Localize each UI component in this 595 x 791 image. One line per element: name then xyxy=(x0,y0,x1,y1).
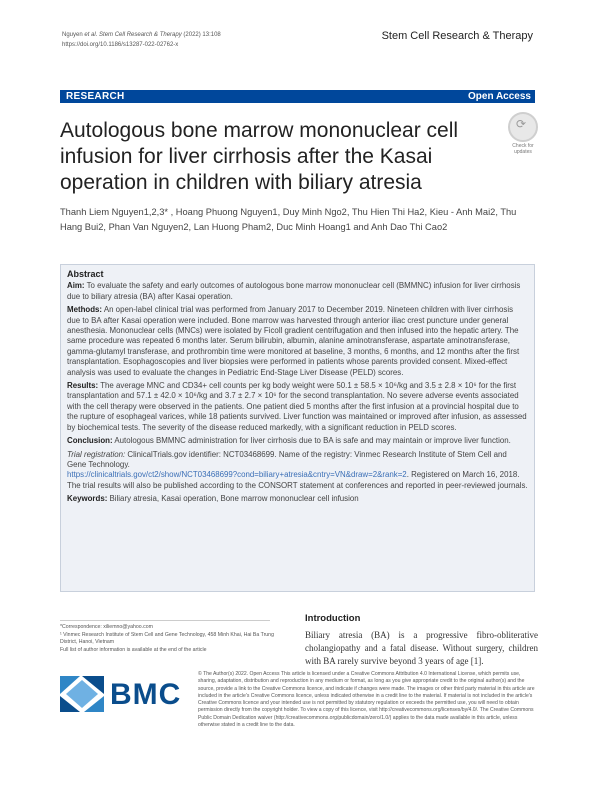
citation-journal: et al. Stem Cell Research & Therapy xyxy=(82,32,182,38)
abstract-box xyxy=(60,264,535,592)
author-list: Thanh Liem Nguyen1,2,3* , Hoang Phuong Nguyen1, Duy Minh Ngo2, Thu Hien Thi Ha2, Kieu - Anh Mai2, Thu Hang Bui2, Phan Van Nguyen2, Lan Huong Pham2, Duc Minh Hoang1 and Anh Dao Thi Cao2 xyxy=(60,207,517,232)
abstract-trial: Trial registration: ClinicalTrials.gov identifier: NCT03468699. Name of the registry: Vinmec Research Institute of Stem Cell and Gene Technology. https://clinicaltrials.gov/ct2/show/NCT03468699?cond=biliary+atresia&cntry=VN&draw=2&rank=2. Registered on March 16, 2018. The trial results will also be published according to the CONSORT statement at conferences and reported in peer-reviewed journals. xyxy=(67,449,528,490)
trial-link[interactable]: https://clinicaltrials.gov/ct2/show/NCT03468699?cond=biliary+atresia&cntry=VN&draw=2&rank=2 xyxy=(67,470,407,480)
article-type-banner xyxy=(60,90,535,103)
citation-doi[interactable]: https://doi.org/10.1186/s13287-022-02762-x xyxy=(62,42,179,48)
article-title: Autologous bone marrow mononuclear cell infusion for liver cirrhosis after the Kasai operation in children with biliary atresia xyxy=(60,119,459,194)
correspondence-footnote xyxy=(60,624,285,654)
check-for-updates-button[interactable] xyxy=(507,112,539,155)
abstract-heading: Abstract xyxy=(67,269,104,279)
affiliation: ¹ Vinmec Research Institute of Stem Cell and Gene Technology, 458 Minh Khai, Hai Ba Trung District, Hanoi, Vietnam xyxy=(60,631,274,645)
bmc-logo-icon xyxy=(60,676,104,712)
introduction-text: Biliary atresia (BA) is a progressive fibro-obliterative cholangiopathy and a fatal disease. Without surgery, children with BA rarely survive beyond 3 years of age [1]. xyxy=(305,630,538,666)
abstract-keywords: Keywords: Biliary atresia, Kasai operation, Bone marrow mononuclear cell infusion xyxy=(67,494,359,504)
license-text: © The Author(s) 2022. Open Access This article is licensed under a Creative Commons Attribution 4.0 International License, which permits use, sharing, adaptation, distribution and reproduction in any medium or format, as long as you give appropriate credit to the original author(s) and the source, provide a link to the Creative Commons licence, and indicate if changes were made. The images or other third party material in this article are included in the article's Creative Commons licence, unless indicated otherwise in a credit line to the material. If material is not included in the article's Creative Commons licence and your intended use is not permitted by statutory regulation or exceeds the permitted use, you will need to obtain permission directly from the copyright holder. To view a copy of this licence, visit http://creativecommons.org/licenses/by/4.0/. The Creative Commons Public Domain Dedication waiver (http://creativecommons.org/publicdomain/zero/1.0/) applies to the data made available in this article, unless otherwise stated in a credit line to the data. xyxy=(198,671,535,729)
abstract-conclusion: Conclusion: Autologous BMMNC administration for liver cirrhosis due to BA is safe and may maintain or improve liver function. xyxy=(67,436,511,446)
footnote-rule xyxy=(60,620,270,621)
correspondence-email: *Correspondence: xiliemno@yahoo.com xyxy=(60,624,153,630)
author-info-note: Full list of author information is available at the end of the article xyxy=(60,646,207,653)
abstract-aim: Aim: To evaluate the safety and early outcomes of autologous bone marrow mononuclear cell (BMMNC) infusion for liver cirrhosis due to biliary atresia (BA) after Kasai operation. xyxy=(67,281,521,301)
bmc-logo-text: BMC xyxy=(110,678,182,711)
citation-year: (2022) 13:108 xyxy=(183,32,221,38)
journal-name: Stem Cell Research & Therapy xyxy=(381,30,533,42)
abstract-results: Results: The average MNC and CD34+ cell counts per kg body weight were 50.1 ± 58.5 × 10⁶/kg and 3.5 ± 2.8 × 10⁶ for the first transplantation and 57.1 ± 42.0 × 10⁶/kg and 3.7 ± 2.7 × 10⁶ for the second transplantation. No severe adverse events associated with the cell therapy were observed in the patients. One patient died 5 months after the first infusion at a provincial hospital due to the rupture of esophageal varices, while 18 patients survived. Liver function was maintained or improved after infusion, as assessed by biochemical tests. The severity of the disease reduced markedly, with a significant reduction in PELD scores. xyxy=(67,381,527,432)
open-access-label: Open Access xyxy=(468,91,531,102)
abstract-methods: Methods: An open-label clinical trial was performed from January 2017 to December 2019. Nineteen children with liver cirrhosis due to BA after Kasai operation were included. Bone marrow was harvested through anterior iliac crest puncture under general anesthesia. Mononuclear cells (MNCs) were isolated by Ficoll gradient centrifugation and then infused into the hepatic artery. The same procedure was repeated 6 months later. Serum bilirubin, albumin, alanine aminotransferase, aspartate aminotransferase, gamma-glutamyl transferase, and prothrombin time were monitored at baseline, 3 months, 6 months, and 12 months after the first transplantation. Esophagoscopies and liver biopsies were performed in patients whose parents provided consent. Mixed-effect analysis was used to evaluate the changes in Pediatric End-Stage Liver Disease (PELD) scores. xyxy=(67,305,520,377)
citation-author: Nguyen xyxy=(62,32,83,38)
check-updates-label: Check for updates xyxy=(512,143,534,155)
check-updates-icon: ⟳ xyxy=(508,112,538,142)
research-label: RESEARCH xyxy=(66,91,125,102)
introduction-heading: Introduction xyxy=(305,613,361,624)
citation-header xyxy=(62,30,221,50)
bmc-logo xyxy=(60,676,188,712)
